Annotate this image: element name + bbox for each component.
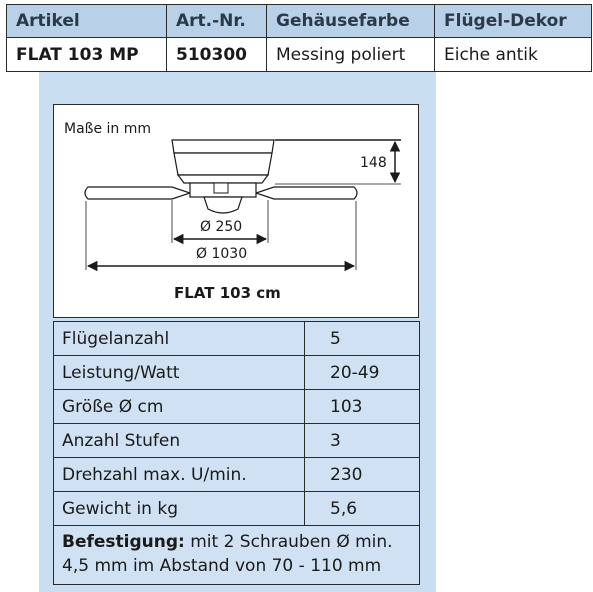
spec-table [53, 321, 420, 585]
mounting-note [54, 526, 420, 585]
cell-artikel: FLAT 103 MP [7, 38, 167, 72]
hub-switch [214, 183, 228, 193]
spec-value: 5 [305, 322, 420, 356]
housing-top [172, 140, 274, 153]
product-table-header [7, 5, 592, 38]
note-text: mit 2 Schrauben Ø min. 4,5 mm im Abstand von 70 - 110 mm [62, 532, 393, 576]
spec-value: 5,6 [305, 492, 420, 526]
spec-value: 3 [305, 424, 420, 458]
spec-label: Größe Ø cm [54, 390, 305, 424]
spec-row [54, 356, 420, 390]
right-blade [256, 187, 357, 199]
cell-art-nr: 510300 [167, 38, 267, 72]
cell-gehaeusefarbe: Messing poliert [267, 38, 435, 72]
spec-row [54, 492, 420, 526]
note-row [54, 526, 420, 585]
header-fluegel-dekor: Flügel-Dekor [435, 5, 592, 38]
header-art-nr: Art.-Nr. [167, 5, 267, 38]
spec-value: 103 [305, 390, 420, 424]
light-bowl [204, 197, 242, 213]
housing-body [174, 153, 272, 175]
inner-diameter-label: Ø 250 [200, 219, 243, 235]
diagram-caption: FLAT 103 cm [174, 284, 281, 302]
spec-label: Anzahl Stufen [54, 424, 305, 458]
spec-label: Gewicht in kg [54, 492, 305, 526]
spec-value: 20-49 [305, 356, 420, 390]
outer-diameter-label: Ø 1030 [196, 246, 248, 262]
product-table [6, 4, 592, 72]
spec-row [54, 424, 420, 458]
spec-row [54, 322, 420, 356]
note-label: Befestigung: [62, 532, 185, 552]
cell-fluegel-dekor: Eiche antik [435, 38, 592, 72]
header-gehaeusefarbe: Gehäusefarbe [267, 5, 435, 38]
left-blade [85, 187, 190, 199]
dimension-diagram [53, 104, 419, 318]
housing-bottom [178, 175, 268, 183]
spec-label: Flügelanzahl [54, 322, 305, 356]
height-label: 148 [360, 155, 387, 171]
spec-row [54, 458, 420, 492]
spec-label: Leistung/Watt [54, 356, 305, 390]
spec-row [54, 390, 420, 424]
units-label: Maße in mm [64, 121, 152, 137]
spec-value: 230 [305, 458, 420, 492]
header-artikel: Artikel [7, 5, 167, 38]
product-table-row [7, 38, 592, 72]
spec-label: Drehzahl max. U/min. [54, 458, 305, 492]
